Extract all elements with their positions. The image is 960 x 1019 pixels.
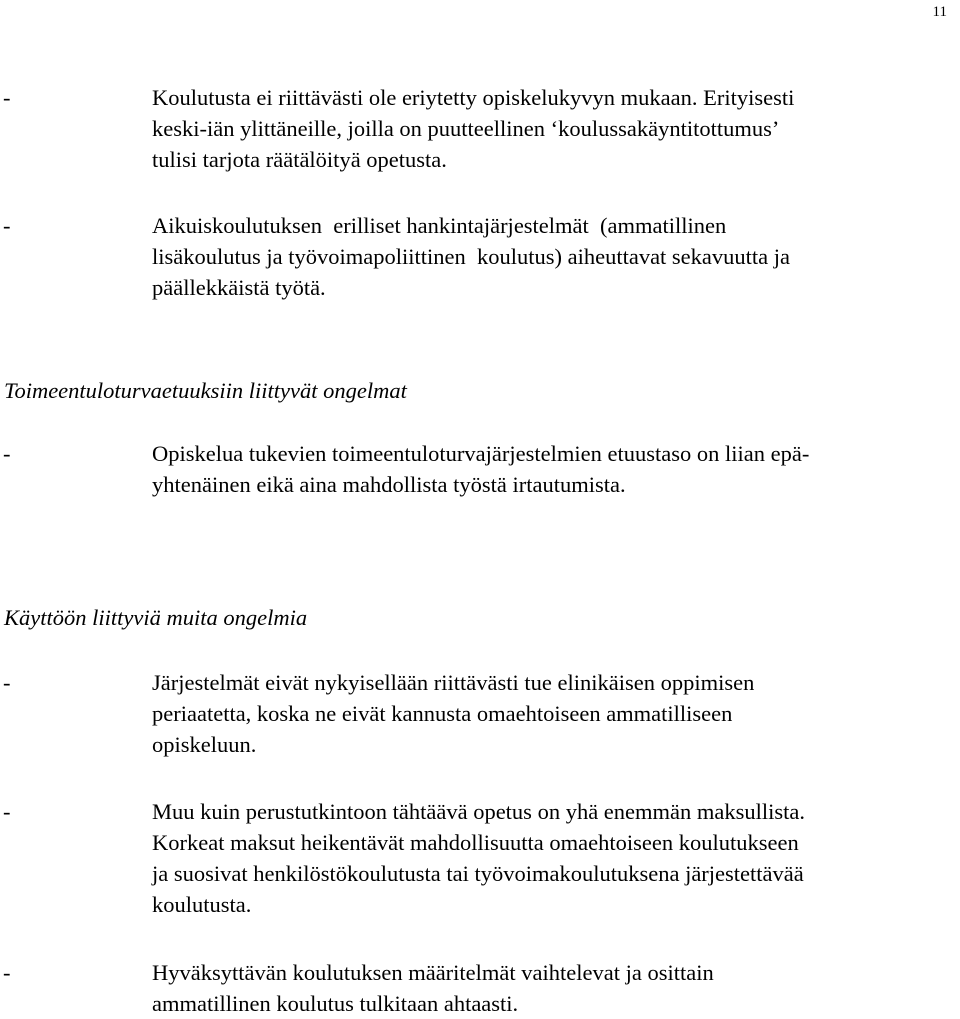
text-line: yhtenäinen eikä aina mahdollista työstä irtautumista. xyxy=(152,472,626,497)
text-line: ammatillinen koulutus tulkitaan ahtaasti. xyxy=(152,991,519,1016)
section-heading: Käyttöön liittyviä muita ongelmia xyxy=(4,605,308,630)
text-line: Koulutusta ei riittävästi ole eriytetty opiskelukyvyn mukaan. Erityisesti xyxy=(152,85,795,110)
bullet-text xyxy=(152,438,958,500)
text-line: lisäkoulutus ja työvoimapoliittinen koulutus) aiheuttavat sekavuutta ja xyxy=(152,244,791,269)
text-line: päällekkäistä työtä. xyxy=(152,275,326,300)
bullet-text xyxy=(152,957,958,1019)
bullet-dash: - xyxy=(3,85,11,110)
text-line: Hyväksyttävän koulutuksen määritelmät vaihtelevat ja osittain xyxy=(152,960,714,985)
text-line: Korkeat maksut heikentävät mahdollisuutta omaehtoiseen koulutukseen xyxy=(152,830,799,855)
text-line: Opiskelua tukevien toimeentuloturvajärjestelmien etuustaso on liian epä- xyxy=(152,441,810,466)
bullet-dash: - xyxy=(3,799,11,824)
text-line: periaatetta, koska ne eivät kannusta omaehtoiseen ammatilliseen xyxy=(152,701,733,726)
bullet-text xyxy=(152,82,958,175)
section-heading: Toimeentuloturvaetuuksiin liittyvät ongelmat xyxy=(4,378,407,403)
bullet-dash: - xyxy=(3,441,11,466)
text-line: koulutusta. xyxy=(152,892,252,917)
text-line: tulisi tarjota räätälöityä opetusta. xyxy=(152,147,447,172)
text-line: opiskeluun. xyxy=(152,732,257,757)
text-line: Aikuiskoulutuksen erilliset hankintajärjestelmät (ammatillinen xyxy=(152,213,727,238)
bullet-dash: - xyxy=(3,670,11,695)
page-number: 11 xyxy=(932,4,947,20)
bullet-text xyxy=(152,210,958,303)
bullet-text xyxy=(152,667,958,760)
text-line: Muu kuin perustutkintoon tähtäävä opetus on yhä enemmän maksullista. xyxy=(152,799,806,824)
bullet-dash: - xyxy=(3,960,11,985)
bullet-text xyxy=(152,796,958,920)
text-line: ja suosivat henkilöstökoulutusta tai työvoimakoulutuksena järjestettävää xyxy=(152,861,804,886)
text-line: Järjestelmät eivät nykyisellään riittävästi tue elinikäisen oppimisen xyxy=(152,670,755,695)
text-line: keski-iän ylittäneille, joilla on puutteellinen ‘koulussakäyntitottumus’ xyxy=(152,116,780,141)
bullet-dash: - xyxy=(3,213,11,238)
